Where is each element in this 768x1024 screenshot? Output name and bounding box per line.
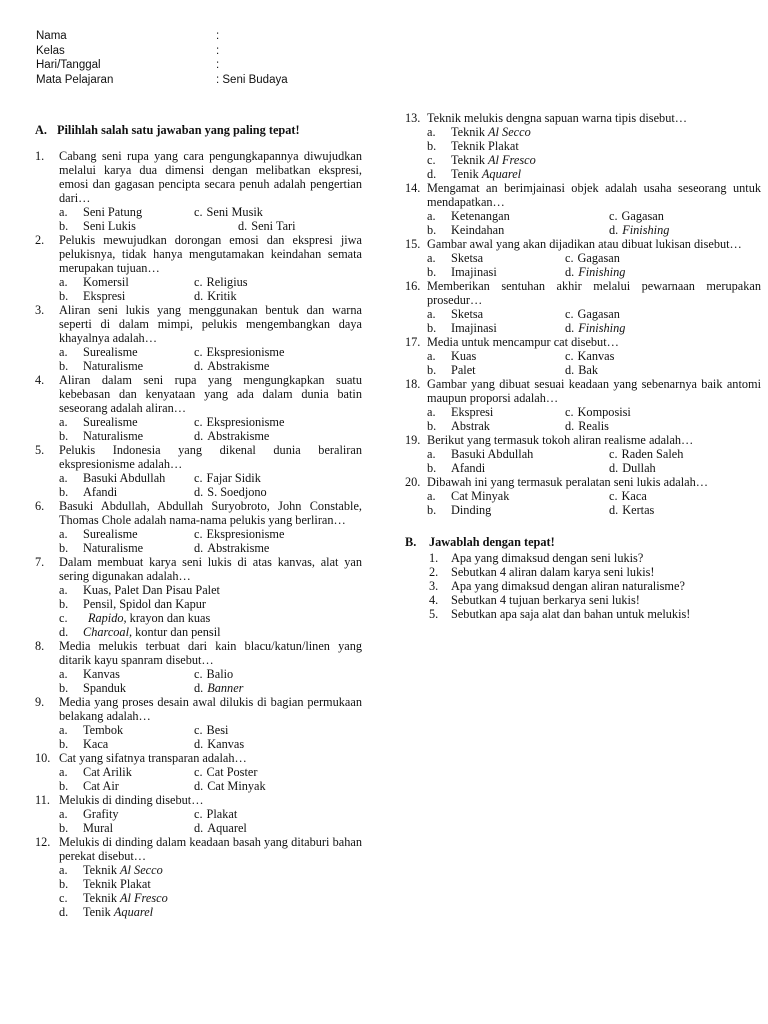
- question-number: 4.: [429, 593, 439, 607]
- options-11: a. Grafity c. Plakat b. Mural d. Aquarel: [59, 807, 247, 835]
- option-b[interactable]: Abstrak: [451, 419, 490, 433]
- option-d[interactable]: Abstrakisme: [207, 429, 270, 443]
- options-13: [405, 125, 761, 181]
- option-d-italic: Aquarel: [481, 167, 522, 181]
- question-text: Sebutkan 4 aliran dalam karya seni lukis!: [451, 565, 655, 579]
- question-text: Gambar awal yang akan dijadikan atau dibuat lukisan disebut…: [427, 237, 742, 251]
- option-a[interactable]: Ekspresi: [451, 405, 494, 419]
- section-letter: A.: [35, 123, 47, 137]
- option-a[interactable]: a. Teknik Al Secco: [59, 863, 163, 877]
- question-5: [35, 443, 362, 471]
- option-a[interactable]: Grafity: [83, 807, 119, 821]
- option-b-text: Pensil, Spidol dan Kapur: [83, 597, 206, 611]
- option-d[interactable]: d. Charcoal, kontur dan pensil: [59, 625, 221, 639]
- option-a[interactable]: Basuki Abdullah: [83, 471, 166, 485]
- question-text: Pelukis Indonesia yang dikenal dunia beraliran ekspresionisme adalah…: [59, 443, 362, 471]
- question-4: [35, 373, 362, 415]
- option-b[interactable]: Seni Lukis: [83, 219, 136, 233]
- option-row: b. Seni Lukis d. Seni Tari: [59, 219, 296, 233]
- option-c[interactable]: Gagasan: [577, 251, 620, 265]
- question-number: 15.: [405, 237, 421, 251]
- field-label: Nama: [36, 30, 67, 42]
- option-b[interactable]: Naturalisme: [83, 359, 144, 373]
- question-text: Dibawah ini yang termasuk peralatan seni lukis adalah…: [427, 475, 709, 489]
- option-b[interactable]: Keindahan: [451, 223, 505, 237]
- option-c[interactable]: Ekspresionisme: [206, 415, 285, 429]
- question-number: 18.: [405, 377, 421, 391]
- option-b[interactable]: Afandi: [451, 461, 486, 475]
- question-text: Media melukis terbuat dari kain blacu/katun/linen yang ditarik kayu spanram disebut…: [59, 639, 362, 667]
- question-text: Mengamat an berimjainasi objek adalah usaha seseorang untuk mendapatkan…: [427, 181, 761, 209]
- option-d[interactable]: Finishing: [622, 223, 670, 237]
- option-d-text: Tenik: [451, 167, 482, 181]
- question-text: Memberikan sentuhan akhir melalui pewarnaan merupakan prosedur…: [427, 279, 761, 307]
- option-c[interactable]: Gagasan: [577, 307, 620, 321]
- question-number: 3.: [429, 579, 439, 593]
- option-c[interactable]: Ekspresionisme: [206, 527, 285, 541]
- question-12: [35, 835, 362, 863]
- option-a[interactable]: Kuas: [451, 349, 477, 363]
- option-b[interactable]: Naturalisme: [83, 429, 144, 443]
- option-b[interactable]: Naturalisme: [83, 541, 144, 555]
- question-number: 10.: [35, 751, 51, 765]
- question-number: 2.: [429, 565, 439, 579]
- option-c-text: Teknik: [83, 891, 121, 905]
- question-text: Berikut yang termasuk tokoh aliran realisme adalah…: [427, 433, 694, 447]
- option-c[interactable]: Ekspresionisme: [206, 345, 285, 359]
- option-d[interactable]: Bak: [578, 363, 599, 377]
- option-d[interactable]: Abstrakisme: [207, 541, 270, 555]
- field-value: Seni Budaya: [222, 73, 288, 86]
- option-b[interactable]: b. Teknik Plakat: [427, 139, 519, 153]
- question-7: [35, 555, 362, 583]
- question-text: Cabang seni rupa yang cara pengungkapannya diwujudkan melalui karya dua dimensi dengan melibatkan ekspresi, emosi dan gagasan pencipta secara penuh adalah pengertian dari…: [59, 149, 362, 205]
- field-colon: :: [216, 44, 220, 57]
- option-d-text: kontur dan pensil: [132, 625, 221, 639]
- option-c[interactable]: Kaca: [621, 489, 647, 503]
- field-label: Mata Pelajaran: [36, 73, 114, 86]
- option-c[interactable]: c. Rapido, krayon dan kuas: [59, 611, 211, 625]
- essay-questions: [405, 551, 761, 621]
- option-c[interactable]: Balio: [206, 667, 234, 681]
- question-number: 7.: [35, 555, 45, 569]
- question-16: [405, 279, 761, 307]
- question-11: [35, 793, 362, 807]
- option-c[interactable]: Komposisi: [577, 405, 631, 419]
- option-d[interactable]: Aquarel: [207, 821, 247, 835]
- option-d[interactable]: d. Tenik Aquarel: [427, 167, 522, 181]
- option-d[interactable]: Cat Minyak: [207, 779, 266, 793]
- option-c[interactable]: c. Teknik Al Fresco: [59, 891, 168, 905]
- option-d[interactable]: Banner: [207, 681, 244, 695]
- option-d-italic: Aquarel: [113, 905, 154, 919]
- question-number: 3.: [35, 303, 45, 317]
- question-number: 2.: [35, 233, 45, 247]
- question-text: Apa yang dimaksud dengan aliran naturalisme?: [451, 579, 685, 593]
- question-text: Media untuk mencampur cat disebut…: [427, 335, 619, 349]
- option-b[interactable]: Imajinasi: [451, 265, 497, 279]
- section-a-title: [35, 123, 362, 137]
- option-b[interactable]: Palet: [451, 363, 476, 377]
- question-text: Teknik melukis dengna sapuan warna tipis disebut…: [427, 111, 688, 125]
- question-number: 17.: [405, 335, 421, 349]
- field-label: Hari/Tanggal: [36, 59, 101, 71]
- option-b-text: Teknik Plakat: [451, 139, 519, 153]
- option-d-text: Tenik: [83, 905, 114, 919]
- options-9: a. Tembok c. Besi b. Kaca d. Kanvas: [59, 723, 245, 751]
- options-14: a. Ketenangan c. Gagasan b. Keindahan d. Finishing: [427, 209, 670, 237]
- option-b[interactable]: Cat Air: [83, 779, 119, 793]
- options-16: a. Sketsa c. Gagasan b. Imajinasi d. Finishing: [427, 307, 626, 335]
- option-a-italic: Al Secco: [488, 125, 531, 139]
- question-14: [405, 181, 761, 209]
- options-1: [35, 205, 362, 233]
- options-19: a. Basuki Abdullah c. Raden Saleh b. Afandi d. Dullah: [427, 447, 684, 475]
- option-b[interactable]: b. Teknik Plakat: [59, 877, 151, 891]
- option-c-text: krayon dan kuas: [126, 611, 211, 625]
- option-c[interactable]: c. Teknik Al Fresco: [427, 153, 536, 167]
- option-a[interactable]: Basuki Abdullah: [451, 447, 534, 461]
- question-text: Aliran dalam seni rupa yang mengungkapkan suatu kebebasan dan kenyataan yang ada dalam dunia batin seseorang adalah aliran…: [59, 373, 362, 415]
- option-a-italic: Al Secco: [120, 863, 163, 877]
- question-6: [35, 499, 362, 527]
- question-1: [35, 149, 362, 205]
- options-18: a. Ekspresi c. Komposisi b. Abstrak d. Realis: [427, 405, 631, 433]
- option-c-italic: Al Fresco: [488, 153, 536, 167]
- question-10: [35, 751, 362, 765]
- field-colon: :: [216, 30, 220, 42]
- question-8: [35, 639, 362, 667]
- option-d[interactable]: Abstrakisme: [207, 359, 270, 373]
- option-a-text: Teknik: [451, 125, 489, 139]
- option-d[interactable]: d. Tenik Aquarel: [59, 905, 154, 919]
- option-c[interactable]: Gagasan: [621, 209, 664, 223]
- question-number: 13.: [405, 111, 421, 125]
- option-b[interactable]: Ekspresi: [83, 289, 126, 303]
- options-17: a. Kuas c. Kanvas b. Palet d. Bak: [427, 349, 615, 377]
- question-number: 14.: [405, 181, 421, 195]
- option-c[interactable]: Fajar Sidik: [206, 471, 261, 485]
- option-d[interactable]: Realis: [578, 419, 609, 433]
- option-a-text: Kuas, Palet Dan Pisau Palet: [83, 583, 220, 597]
- option-d[interactable]: Seni Tari: [251, 219, 296, 233]
- option-b[interactable]: Afandi: [83, 485, 118, 499]
- left-column: [35, 110, 362, 919]
- options-5: a. Basuki Abdullah c. Fajar Sidik b. Afandi d. S. Soedjono: [59, 471, 267, 499]
- option-c[interactable]: Seni Musik: [206, 205, 263, 219]
- essay-question-5: [429, 607, 761, 621]
- options-15: a. Sketsa c. Gagasan b. Imajinasi d. Finishing: [427, 251, 626, 279]
- field-colon: : Seni Budaya: [216, 73, 288, 86]
- question-text: Pelukis mewujudkan dorongan emosi dan ekspresi jiwa pelukisnya, tidak hanya mengutamakan keindahan semata merupakan tujuan…: [59, 233, 362, 275]
- question-3: [35, 303, 362, 345]
- option-a-text: Teknik: [83, 863, 121, 877]
- option-c-italic: Al Fresco: [120, 891, 168, 905]
- option-a[interactable]: Sketsa: [451, 307, 484, 321]
- question-text: Aliran seni lukis yang menggunakan bentuk dan warna seperti di dalam mimpi, pelukis mengembangkan daya khayalnya adalah…: [59, 303, 362, 345]
- field-colon: :: [216, 59, 220, 71]
- question-text: Sebutkan apa saja alat dan bahan untuk melukis!: [451, 607, 691, 621]
- option-a[interactable]: Sketsa: [451, 251, 484, 265]
- option-c[interactable]: Religius: [206, 275, 248, 289]
- option-a[interactable]: Komersil: [83, 275, 129, 289]
- essay-question-1: [429, 551, 761, 565]
- option-c[interactable]: Cat Poster: [206, 765, 258, 779]
- question-number: 5.: [429, 607, 439, 621]
- question-text: Sebutkan 4 tujuan berkarya seni lukis!: [451, 593, 640, 607]
- option-c-text: Teknik: [451, 153, 489, 167]
- section-title-text: Pilihlah salah satu jawaban yang paling tepat!: [57, 123, 300, 137]
- question-text: Apa yang dimaksud dengan seni lukis?: [451, 551, 644, 565]
- option-a[interactable]: Tembok: [83, 723, 124, 737]
- question-number: 8.: [35, 639, 45, 653]
- question-number: 6.: [35, 499, 45, 513]
- question-number: 11.: [35, 793, 50, 807]
- option-d[interactable]: Kertas: [622, 503, 655, 517]
- section-letter: B.: [405, 535, 417, 549]
- question-number: 1.: [429, 551, 439, 565]
- options-2: a. Komersil c. Religius b. Ekspresi d. Kritik: [59, 275, 248, 303]
- options-10: a. Cat Arilik c. Cat Poster b. Cat Air d. Cat Minyak: [59, 765, 266, 793]
- question-number: 5.: [35, 443, 45, 457]
- options-6: a. Surealisme c. Ekspresionisme b. Naturalisme d. Abstrakisme: [59, 527, 285, 555]
- option-b[interactable]: Spanduk: [83, 681, 127, 695]
- options-20: a. Cat Minyak c. Kaca b. Dinding d. Kertas: [427, 489, 655, 517]
- option-a[interactable]: Ketenangan: [451, 209, 510, 223]
- question-2: [35, 233, 362, 275]
- option-a[interactable]: Kanvas: [83, 667, 120, 681]
- question-13: [405, 111, 761, 125]
- option-d[interactable]: Kanvas: [207, 737, 245, 751]
- option-a[interactable]: Surealisme: [83, 345, 138, 359]
- question-number: 12.: [35, 835, 51, 849]
- option-c[interactable]: Kanvas: [577, 349, 615, 363]
- options-12: [35, 863, 362, 919]
- question-9: [35, 695, 362, 723]
- question-19: [405, 433, 761, 447]
- option-a[interactable]: Cat Arilik: [83, 765, 132, 779]
- option-c-italic: Rapido,: [88, 611, 127, 625]
- option-b-text: Teknik Plakat: [83, 877, 151, 891]
- question-number: 19.: [405, 433, 421, 447]
- section-title-text: Jawablah dengan tepat!: [429, 535, 555, 549]
- option-c[interactable]: Plakat: [206, 807, 238, 821]
- question-text: Basuki Abdullah, Abdullah Suryobroto, John Constable, Thomas Chole adalah nama-nama pelukis yang berliran…: [59, 499, 362, 527]
- options-7: [35, 583, 362, 639]
- option-a[interactable]: Surealisme: [83, 415, 138, 429]
- question-number: 9.: [35, 695, 45, 709]
- option-d[interactable]: Finishing: [578, 321, 626, 335]
- option-b[interactable]: b. Pensil, Spidol dan Kapur: [59, 597, 206, 611]
- question-text: Gambar yang dibuat sesuai keadaan yang sebenarnya baik antomi maupun proporsi adalah…: [427, 377, 761, 405]
- question-text: Cat yang sifatnya transparan adalah…: [59, 751, 247, 765]
- section-b-title: [405, 535, 761, 549]
- question-text: Melukis di dinding dalam keadaan basah yang ditaburi bahan perekat disebut…: [59, 835, 362, 863]
- option-d-italic: Charcoal,: [83, 625, 133, 639]
- right-column: [405, 111, 761, 621]
- question-18: [405, 377, 761, 405]
- option-b[interactable]: Imajinasi: [451, 321, 497, 335]
- option-a[interactable]: Cat Minyak: [451, 489, 510, 503]
- option-a[interactable]: Seni Patung: [83, 205, 143, 219]
- question-number: 20.: [405, 475, 421, 489]
- question-text: Media yang proses desain awal dilukis di bagian permukaan belakang adalah…: [59, 695, 362, 723]
- essay-question-3: [429, 579, 761, 593]
- question-number: 4.: [35, 373, 45, 387]
- option-d[interactable]: Finishing: [578, 265, 626, 279]
- option-row: a. Seni Patung c. Seni Musik: [59, 205, 263, 219]
- option-a[interactable]: a. Teknik Al Secco: [427, 125, 531, 139]
- question-text: Melukis di dinding disebut…: [59, 793, 204, 807]
- option-a[interactable]: a. Kuas, Palet Dan Pisau Palet: [59, 583, 220, 597]
- option-d[interactable]: Dullah: [622, 461, 656, 475]
- question-text: Dalam membuat karya seni lukis di atas kanvas, alat yan sering digunakan adalah…: [59, 555, 362, 583]
- essay-question-4: [429, 593, 761, 607]
- question-number: 1.: [35, 149, 45, 163]
- option-c[interactable]: Besi: [206, 723, 229, 737]
- option-d[interactable]: Kritik: [207, 289, 237, 303]
- option-b[interactable]: Dinding: [451, 503, 492, 517]
- question-15: [405, 237, 761, 251]
- question-17: [405, 335, 761, 349]
- question-20: [405, 475, 761, 489]
- option-a[interactable]: Surealisme: [83, 527, 138, 541]
- option-b[interactable]: Mural: [83, 821, 114, 835]
- options-3: a. Surealisme c. Ekspresionisme b. Naturalisme d. Abstrakisme: [59, 345, 285, 373]
- option-c[interactable]: Raden Saleh: [621, 447, 684, 461]
- options-4: a. Surealisme c. Ekspresionisme b. Naturalisme d. Abstrakisme: [59, 415, 285, 443]
- options-8: a. Kanvas c. Balio b. Spanduk d. Banner: [59, 667, 244, 695]
- option-b[interactable]: Kaca: [83, 737, 109, 751]
- essay-question-2: [429, 565, 761, 579]
- option-d[interactable]: S. Soedjono: [207, 485, 267, 499]
- question-number: 16.: [405, 279, 421, 293]
- field-label: Kelas: [36, 44, 65, 57]
